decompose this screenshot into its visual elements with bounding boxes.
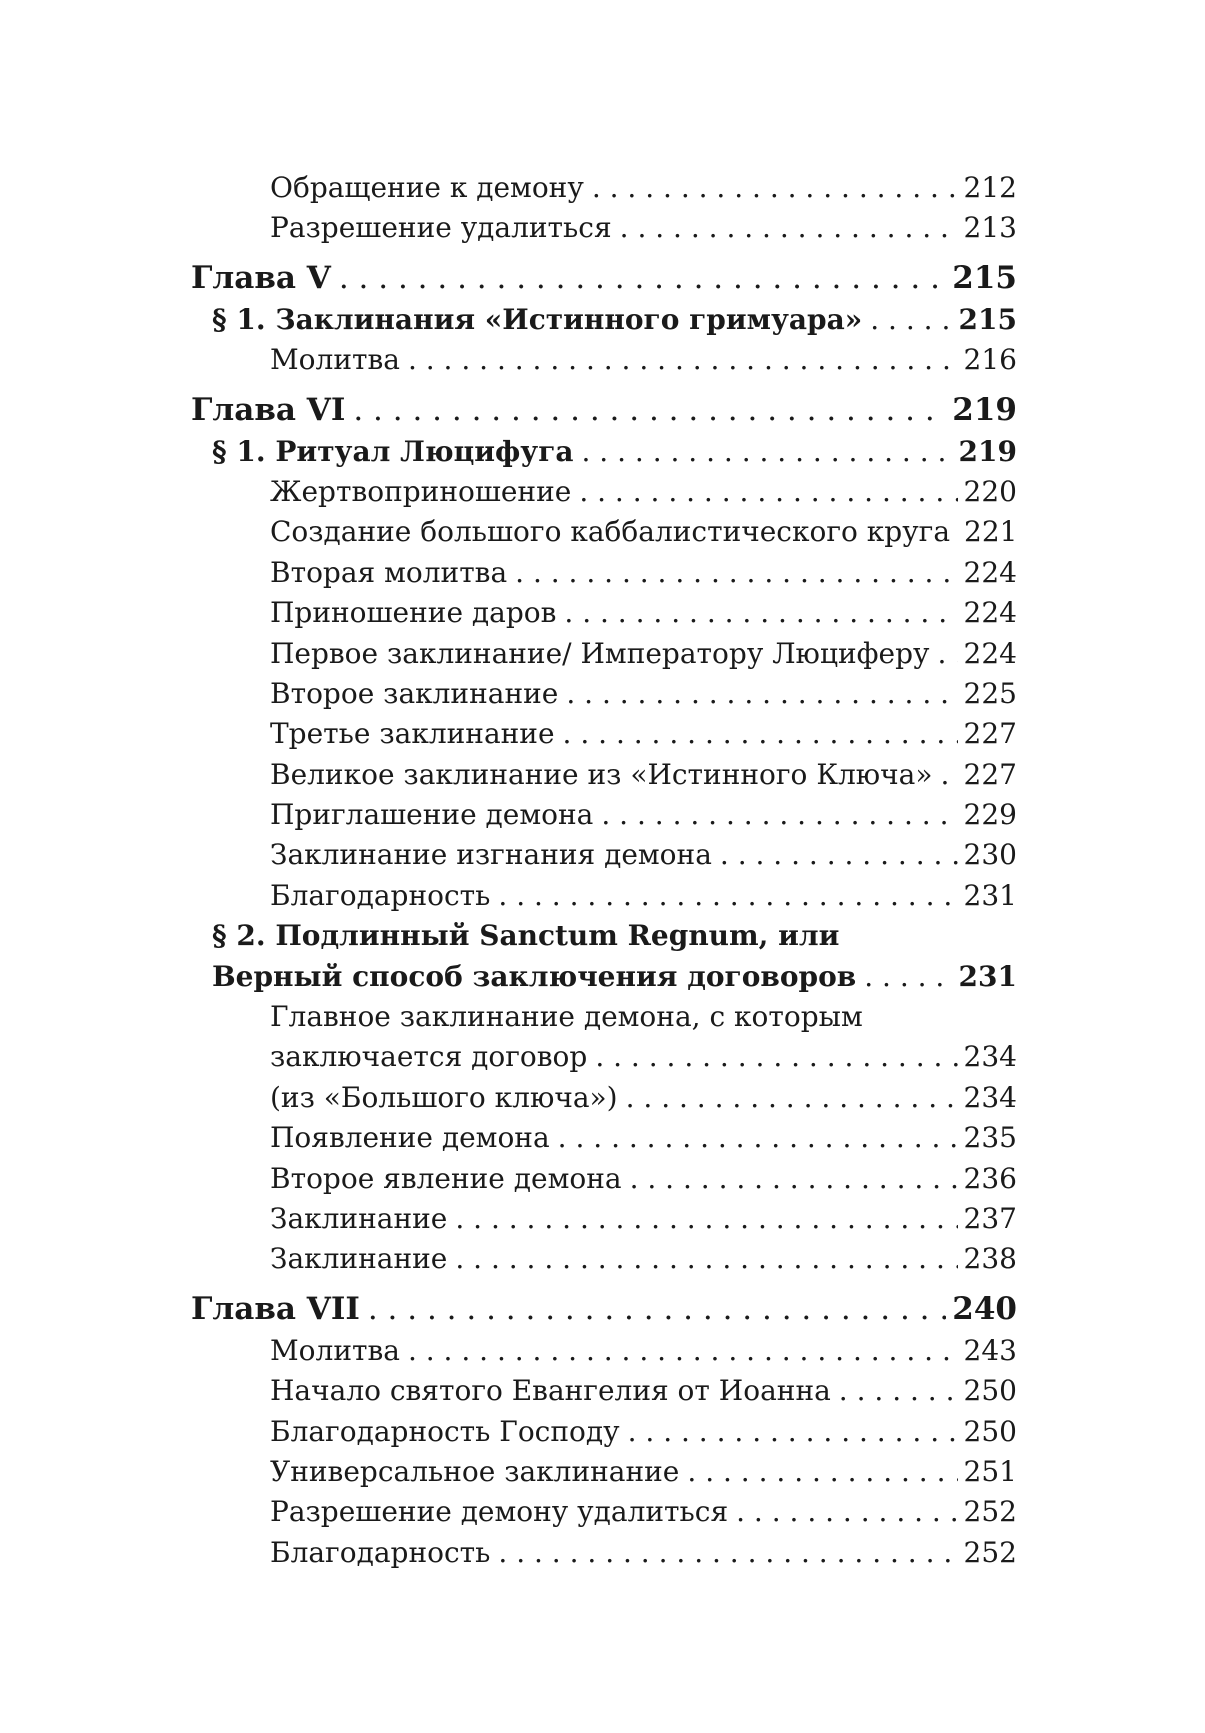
toc-page-number: 219 [952,391,1017,428]
toc-entry-title: Приглашение демона [270,798,594,832]
toc-entry-line1 [191,997,1017,1037]
toc-entry [191,674,1017,714]
toc-entry-title: Заклинание изгнания демона [270,838,712,872]
dot-leader [353,388,946,432]
toc-entry [191,1371,1017,1411]
toc-entry-title: Заклинание [270,1201,448,1235]
toc-entry-title: Благодарность [270,1535,491,1569]
toc-entry [191,1452,1017,1492]
toc-page-number: 243 [963,1333,1017,1367]
toc-entry [191,634,1017,674]
dot-leader [339,256,946,300]
toc-entry-title: Заклинание [270,1242,448,1276]
dot-leader [368,1287,946,1331]
toc-page-number: 231 [963,878,1017,912]
toc-chapter [191,1287,1017,1331]
toc-entry [191,593,1017,633]
toc-entry-title: Второе заклинание [270,676,559,710]
toc-page-number: 235 [963,1121,1017,1155]
toc-page-number: 250 [963,1414,1017,1448]
dot-leader [558,1118,958,1158]
toc-entry [191,835,1017,875]
toc-page-number: 215 [958,302,1017,336]
toc-chapter-title: Глава VI [191,391,346,428]
toc-entry-title: Вторая молитва [270,555,508,589]
toc-entry [191,553,1017,593]
toc-entry-title: Молитва [270,1333,400,1367]
toc-entry-title-cont: заключается договор [270,1040,588,1074]
toc-entry-title: Главное заклинание демона, с которым [270,1000,863,1034]
dot-leader [601,795,957,835]
toc-entry [191,1239,1017,1279]
toc-chapter-title: Глава V [191,259,331,296]
toc-chapter [191,388,1017,432]
toc-entry [191,1412,1017,1452]
toc-entry-title: Создание большого каббалистического круга [270,515,951,549]
toc-entry-title: Благодарность Господу [270,1414,620,1448]
toc-page-number: 250 [963,1374,1017,1408]
toc-section [191,300,1017,340]
dot-leader [515,553,957,593]
toc-chapter-title: Глава VII [191,1290,360,1327]
toc-page-number: 213 [963,211,1017,245]
toc-entry [191,1159,1017,1199]
dot-leader [595,1037,957,1077]
toc-page-number: 252 [963,1535,1017,1569]
dot-leader [455,1239,957,1279]
toc-page-number: 220 [963,474,1017,508]
toc-page-number: 252 [963,1495,1017,1529]
toc-chapter [191,256,1017,300]
dot-leader [563,714,958,754]
toc-page-number: 238 [963,1242,1017,1276]
toc-entry-title: Начало святого Евангелия от Иоанна [270,1374,831,1408]
dot-leader [938,634,958,674]
toc-page-number: 215 [952,259,1017,296]
toc-page-number: 234 [963,1040,1017,1074]
dot-leader [628,1412,958,1452]
dot-leader [736,1492,957,1532]
dot-leader [408,340,958,380]
dot-leader [498,1533,957,1573]
toc-entry [191,340,1017,380]
toc-page-number: 221 [964,515,1017,549]
toc-entry [191,168,1017,208]
toc-entry-title: Разрешение демону удалиться [270,1495,729,1529]
toc-page-number: 225 [963,676,1017,710]
toc-section-title: § 1. Заклинания «Истинного гримуара» [212,302,863,336]
toc-entry [191,714,1017,754]
toc-entry [191,208,1017,248]
toc-entry-title: Великое заклинание из «Истинного Ключа» [270,757,933,791]
dot-leader [940,755,957,795]
toc-page-number: 227 [963,717,1017,751]
toc-entry [191,1199,1017,1239]
dot-leader [566,674,957,714]
toc-page-number: 212 [963,171,1017,204]
toc-entry-title: Разрешение удалиться [270,211,612,245]
toc-page-number: 231 [958,959,1017,993]
toc-entry-title: Второе явление демона [270,1161,622,1195]
toc-entry [191,755,1017,795]
toc-page-number: 224 [963,555,1017,589]
toc-entry [191,1118,1017,1158]
toc-page-number: 227 [963,757,1017,791]
toc-entry [191,1078,1017,1118]
dot-leader [408,1331,958,1371]
toc-entry-title: Третье заклинание [270,717,555,751]
dot-leader [564,593,957,633]
dot-leader [579,472,957,512]
toc-page-number: 240 [952,1290,1017,1327]
toc-page-number: 230 [963,838,1017,872]
dot-leader [864,957,952,997]
toc-page-number: 237 [963,1201,1017,1235]
toc-entry [191,795,1017,835]
toc-page-number: 219 [958,434,1017,468]
toc-page-number: 236 [963,1161,1017,1195]
toc-entry-title: Благодарность [270,878,491,912]
toc-entry-line2 [191,1037,1017,1077]
toc-section-line1 [191,916,1017,956]
table-of-contents [191,168,1017,1573]
toc-entry [191,472,1017,512]
dot-leader [687,1452,957,1492]
toc-page-number: 224 [963,636,1017,670]
toc-entry-title: Жертвоприношение [270,474,572,508]
toc-entry-title: Молитва [270,343,400,377]
dot-leader [630,1159,958,1199]
toc-entry-title: Универсальное заклинание [270,1454,680,1488]
toc-entry-title: (из «Большого ключа») [270,1080,618,1114]
toc-entry-title: Появление демона [270,1121,550,1155]
dot-leader [498,876,957,916]
toc-entry-title: Первое заклинание/ Императору Люциферу [270,636,930,670]
toc-entry-title: Приношение даров [270,596,557,630]
toc-section [191,432,1017,472]
toc-section-title: § 2. Подлинный Sanctum Regnum, или [212,919,840,953]
toc-page-number: 224 [963,596,1017,630]
toc-entry [191,1331,1017,1371]
toc-entry [191,1533,1017,1573]
toc-section-line2 [191,957,1017,997]
dot-leader [582,432,953,472]
toc-page-number: 229 [963,798,1017,832]
toc-section-title: § 1. Ритуал Люцифуга [212,434,574,468]
toc-entry [191,512,1017,552]
dot-leader [839,1371,958,1411]
dot-leader [720,835,958,875]
dot-leader [620,208,958,248]
dot-leader [455,1199,957,1239]
toc-page-number: 251 [963,1454,1017,1488]
dot-leader [870,300,952,340]
toc-page-number: 234 [963,1080,1017,1114]
dot-leader [592,168,958,208]
dot-leader [626,1078,958,1118]
toc-section-title-cont: Верный способ заключения договоров [212,959,857,993]
toc-entry [191,1492,1017,1532]
toc-entry [191,876,1017,916]
toc-page-number: 216 [963,343,1017,377]
toc-entry-title: Обращение к демону [270,171,584,204]
